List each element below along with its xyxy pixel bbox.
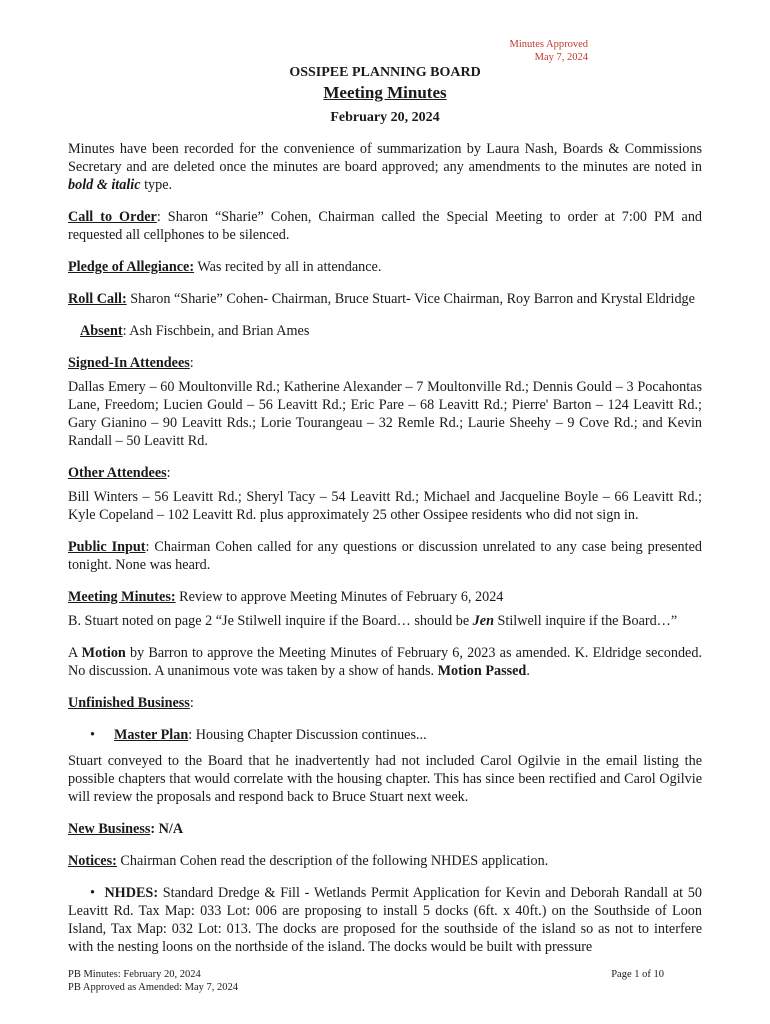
absent-label: Absent bbox=[80, 323, 123, 339]
public-input-section bbox=[68, 538, 702, 574]
footer-approved-date: PB Approved as Amended: May 7, 2024 bbox=[68, 982, 239, 993]
pledge-section bbox=[68, 258, 702, 276]
motion-result: Motion Passed bbox=[437, 663, 527, 679]
document-header bbox=[68, 64, 702, 128]
pledge-label: Pledge of Allegiance: bbox=[68, 259, 195, 275]
new-business-label: New Business bbox=[68, 821, 151, 837]
other-attendees-label: Other Attendees bbox=[68, 465, 167, 481]
nhdes-label: NHDES: bbox=[104, 885, 159, 901]
organization-name: OSSIPEE PLANNING BOARD bbox=[289, 65, 481, 80]
call-to-order-section bbox=[68, 208, 702, 244]
new-business-section bbox=[68, 820, 702, 838]
unfinished-business-heading bbox=[68, 694, 702, 712]
approval-stamp bbox=[510, 38, 588, 64]
call-to-order-text: : Sharon “Sharie” Cohen, Chairman called the Special Meeting to order at 7:00 PM and requested all cellphones to be silenced. bbox=[68, 209, 703, 243]
bullet-icon: • bbox=[90, 885, 95, 901]
absent-section bbox=[68, 322, 702, 340]
motion-end: . bbox=[526, 663, 530, 679]
other-attendees-list: Bill Winters – 56 Leavitt Rd.; Sheryl Tacy – 54 Leavitt Rd.; Michael and Jacqueline Boyle – 66 Leavitt Rd.; Kyle Copeland – 102 Leavitt Rd. plus approximately 25 other Ossipee residents who did not sign in. bbox=[68, 489, 702, 523]
intro-tail: type. bbox=[140, 177, 173, 193]
unfinished-business-label: Unfinished Business bbox=[68, 695, 190, 711]
nhdes-text: Standard Dredge & Fill - Wetlands Permit Application for Kevin and Deborah Randall at 50 Leavitt Rd. Tax Map: 033 Lot: 006 are proposing to install 5 docks (6ft. x 40ft.) on the Southside of Loon Island, Tax Map: 032 Lot: 013. The docks are proposed for the southside of the island so as not to interfere with the nesting loons on the northside of the island. The docks would be built with pressure bbox=[68, 885, 702, 955]
call-to-order-label: Call to Order bbox=[68, 209, 157, 225]
notices-label: Notices: bbox=[68, 853, 117, 869]
intro-text: Minutes have been recorded for the convenience of summarization by Laura Nash, Boards & Commissions Secretary and are deleted once the minutes are board approved; any amendments to the minutes are noted in bbox=[68, 141, 702, 175]
bullet-icon: • bbox=[90, 727, 95, 743]
unfinished-business-paragraph: Stuart conveyed to the Board that he inadvertently had not included Carol Ogilvie in the email listing the possible chapters that would correlate with the housing chapter. This has since been rectified and Carol Ogilvie will review the proposals and respond back to Bruce Stuart next week. bbox=[68, 753, 702, 805]
public-input-label: Public Input bbox=[68, 539, 146, 555]
motion-pre: A bbox=[68, 645, 82, 661]
signed-in-label: Signed-In Attendees bbox=[68, 355, 190, 371]
document-title: Meeting Minutes bbox=[323, 83, 447, 102]
notices-text: Chairman Cohen read the description of the following NHDES application. bbox=[116, 853, 549, 869]
stamp-line2: May 7, 2024 bbox=[534, 52, 588, 63]
signed-in-colon: : bbox=[189, 355, 194, 371]
motion-text: by Barron to approve the Meeting Minutes of February 6, 2023 as amended. K. Eldridge seconded. No discussion. A unanimous vote was taken by a show of hands. bbox=[68, 645, 702, 679]
nhdes-bullet bbox=[68, 884, 702, 956]
meeting-minutes-label: Meeting Minutes: bbox=[68, 589, 176, 605]
unfinished-business-colon: : bbox=[189, 695, 194, 711]
other-attendees-heading bbox=[68, 464, 702, 482]
master-plan-text: : Housing Chapter Discussion continues... bbox=[188, 727, 427, 743]
amendment-note-pre: B. Stuart noted on page 2 “Je Stilwell inquire if the Board… should be bbox=[68, 613, 473, 629]
footer-minutes-date: PB Minutes: February 20, 2024 bbox=[68, 969, 201, 980]
notices-section bbox=[68, 852, 702, 870]
new-business-text: : N/A bbox=[150, 821, 184, 837]
signed-in-heading bbox=[68, 354, 702, 372]
amendment-note bbox=[68, 612, 702, 630]
page-number: Page 1 of 10 bbox=[611, 969, 664, 980]
roll-call-section bbox=[68, 290, 702, 308]
other-attendees-colon: : bbox=[166, 465, 171, 481]
stamp-line1: Minutes Approved bbox=[509, 39, 588, 50]
public-input-text: : Chairman Cohen called for any questions or discussion unrelated to any case being presented tonight. None was heard. bbox=[68, 539, 702, 573]
master-plan-bullet bbox=[68, 726, 702, 744]
meeting-minutes-section bbox=[68, 588, 702, 606]
motion-word: Motion bbox=[81, 645, 126, 661]
intro-paragraph bbox=[68, 140, 702, 194]
roll-call-text: Sharon “Sharie” Cohen- Chairman, Bruce Stuart- Vice Chairman, Roy Barron and Krystal Eldridge bbox=[126, 291, 695, 307]
motion-paragraph bbox=[68, 644, 702, 680]
pledge-text: Was recited by all in attendance. bbox=[194, 259, 382, 275]
master-plan-label: Master Plan bbox=[114, 727, 189, 743]
signed-in-list: Dallas Emery – 60 Moultonville Rd.; Katherine Alexander – 7 Moultonville Rd.; Dennis Gould – 3 Pocahontas Lane, Freedom; Lucien Gould – 56 Leavitt Rd.; Eric Pare – 68 Leavitt Rd.; Pierre' Barton – 124 Leavitt Rd.; Gary Gianino – 90 Leavitt Rds.; Lorie Tourangeau – 32 Remle Rd.; Laurie Sheehy – 9 Cove Rd.; and Kevin Randall – 50 Leavitt Rd. bbox=[68, 379, 702, 449]
absent-text: : Ash Fischbein, and Brian Ames bbox=[122, 323, 310, 339]
page-footer bbox=[68, 968, 702, 994]
meeting-minutes-text: Review to approve Meeting Minutes of February 6, 2024 bbox=[175, 589, 504, 605]
amendment-note-post: Stilwell inquire if the Board…” bbox=[493, 613, 678, 629]
amendment-note-emphasis: Jen bbox=[472, 613, 494, 629]
meeting-date: February 20, 2024 bbox=[330, 110, 440, 125]
intro-emphasis: bold & italic bbox=[68, 177, 141, 193]
roll-call-label: Roll Call: bbox=[68, 291, 127, 307]
document-body bbox=[68, 140, 702, 956]
